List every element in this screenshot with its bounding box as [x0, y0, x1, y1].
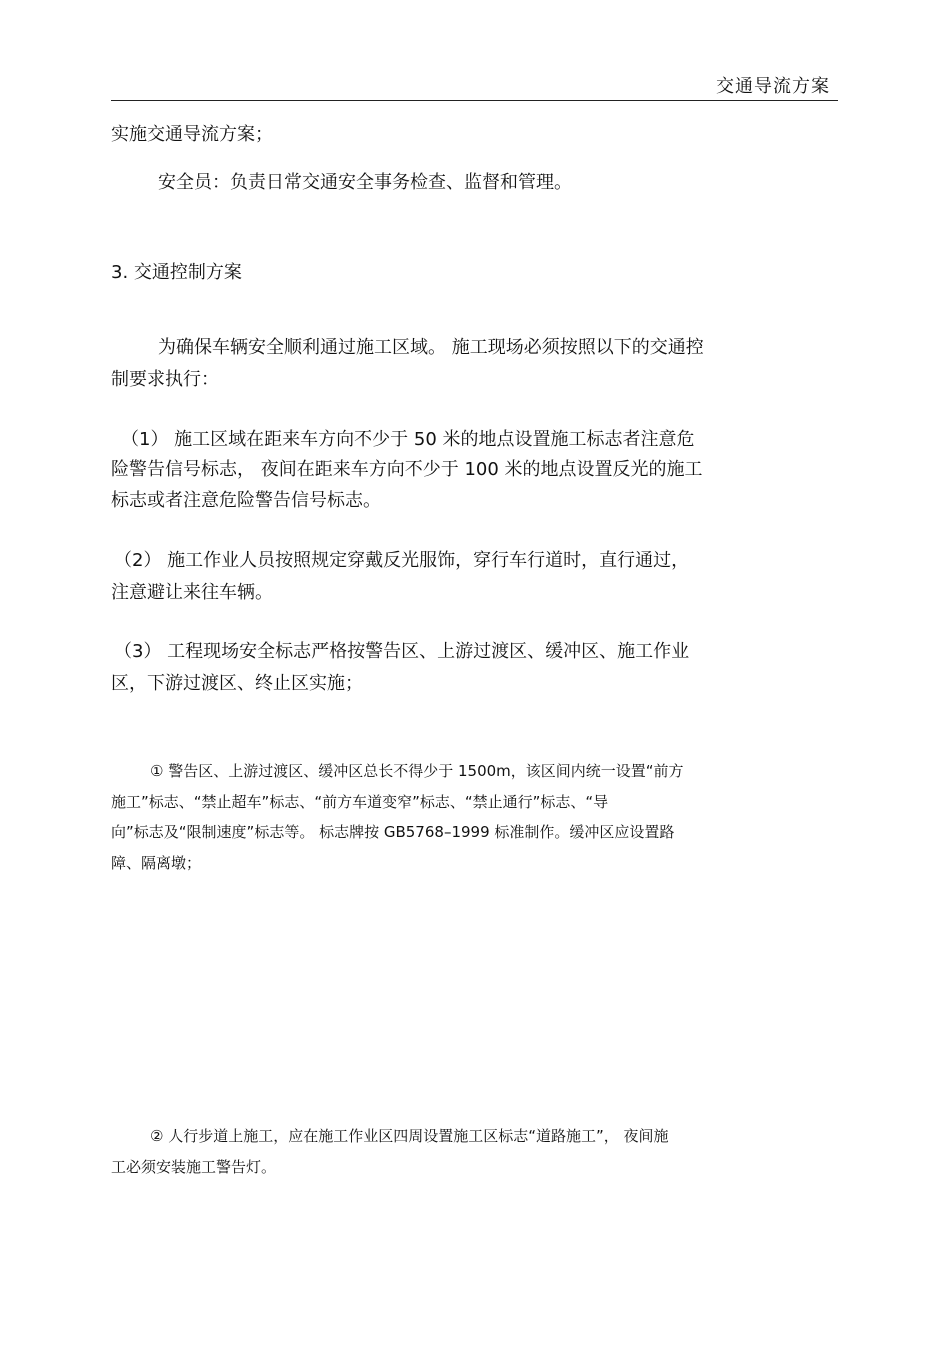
text-line: 向”标志及“限制速度”标志等。 标志牌按 GB5768–1999 标准制作。缓冲区应设置路: [111, 823, 675, 841]
text-line: 险警告信号标志， 夜间在距来车方向不少于 100 米的地点设置反光的施工: [111, 459, 703, 480]
text-line: 安全员：负责日常交通安全事务检查、监督和管理。: [158, 172, 572, 193]
text-line: （1） 施工区域在距来车方向不少于 50 米的地点设置施工标志者注意危: [121, 429, 695, 450]
text-line: （2） 施工作业人员按照规定穿戴反光服饰，穿行车行道时，直行通过，: [114, 550, 690, 571]
section-heading: 3. 交通控制方案: [111, 262, 242, 283]
header-divider: [111, 100, 838, 101]
text-line: 标志或者注意危险警告信号标志。: [111, 490, 381, 511]
text-line: 实施交通导流方案；: [111, 124, 273, 145]
text-line: 为确保车辆安全顺利通过施工区域。 施工现场必须按照以下的交通控: [158, 337, 704, 358]
text-line: 施工”标志、“禁止超车”标志、“前方车道变窄”标志、“禁止通行”标志、“导: [111, 793, 609, 811]
text-line: 工必须安装施工警告灯。: [111, 1158, 277, 1176]
running-header-title: 交通导流方案: [716, 76, 830, 97]
text-line: 制要求执行：: [111, 369, 219, 390]
text-line: 注意避让来往车辆。: [111, 582, 273, 603]
text-line: 区，下游过渡区、终止区实施；: [111, 673, 363, 694]
text-line: ② 人行步道上施工，应在施工作业区四周设置施工区标志“道路施工”， 夜间施: [150, 1127, 669, 1145]
text-line: （3） 工程现场安全标志严格按警告区、上游过渡区、缓冲区、施工作业: [114, 641, 690, 662]
text-line: 障、隔离墩；: [111, 854, 202, 872]
text-line: ① 警告区、上游过渡区、缓冲区总长不得少于 1500m，该区间内统一设置“前方: [150, 762, 684, 780]
